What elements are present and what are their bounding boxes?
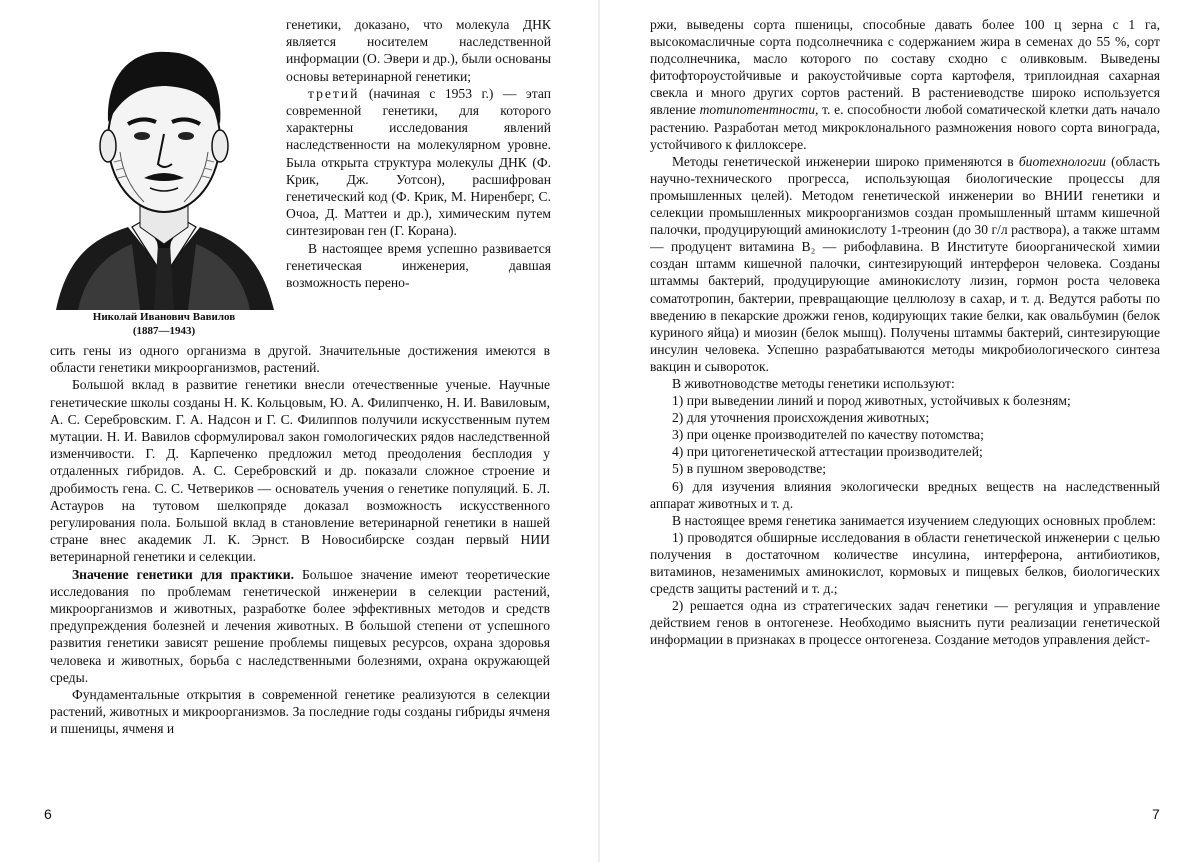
page-number: 6 bbox=[44, 806, 52, 822]
term-totipotency: тотипотентности, bbox=[699, 102, 819, 118]
portrait-drawing bbox=[48, 22, 280, 312]
list-item: 3) при оценке производителей по качеству потомства; bbox=[672, 427, 984, 443]
paragraph: 2) решается одна из стратегических задач генетики — регуляция и управление действием генов в онтогенезе. Необходимо выяснить пути реализации генетической информации в признаках в процессе онтогенеза. Создание методов управления дейст- bbox=[650, 598, 1160, 648]
portrait-illustration bbox=[48, 22, 280, 342]
portrait-caption bbox=[48, 310, 280, 338]
term-biotechnology: биотехнологии bbox=[1018, 153, 1106, 169]
paragraph: генетики, доказано, что молекула ДНК является носителем наследственной информации (О. Эвери и др.), были основаны основы ветеринарной генетики; bbox=[286, 17, 552, 84]
paragraph: В животноводстве методы генетики используют: bbox=[672, 375, 955, 391]
caption-years: (1887—1943) bbox=[132, 325, 196, 337]
list-item: 6) для изучения влияния экологически вредных веществ на наследственный аппарат животных и т. д. bbox=[650, 478, 1160, 511]
paragraph: Фундаментальные открытия в современной генетике реализуются в селекции растений, животных и микроорганизмов. За последние годы созданы гибриды ячменя и пшеницы, ячменя и bbox=[50, 687, 550, 737]
right-page bbox=[600, 0, 1200, 862]
paragraph: В настоящее время успешно развивается генетическая инженерия, давшая возможность перено- bbox=[286, 240, 551, 291]
paragraph-text: ржи, выведены сорта пшеницы, способные давать более 100 ц зерна с 1 га, высокомасличные сорта подсолнечника с содержанием жира в семенах до 55 %, сорт подсолнечника, масло которого по составу сходно с оливковым. Выведены фитофтороустойчивые и ракоустойчивые сорта картофеля, триплоидная сахарная свекла и много других сортов растений. В растениеводстве широко используется явление bbox=[650, 17, 1160, 118]
list-item: 4) при цитогенетической аттестации производителей; bbox=[672, 444, 983, 460]
paragraph: 1) проводятся обширные исследования в области генетической инженерии с целью получения в достаточном количестве инсулина, интерферона, антибиотиков, витаминов, незаменимых аминокислот, кормовых и пищевых белков, биологических средств защиты растений и т. д.; bbox=[650, 529, 1160, 597]
paragraph bbox=[650, 16, 1160, 153]
paragraph: Большой вклад в развитие генетики внесли отечественные ученые. Научные генетические школы созданы Н. К. Кольцовым, Ю. А. Филипченко, Н. И. Вавиловым, А. С. Серебровским. Г. А. Надсон и Г. С. Филиппов получили искусственным путем мутации. Н. И. Вавилов сформулировал закон гомологических рядов наследственной изменчивости. Г. Д. Карпеченко предложил метод преодоления бесплодия у отдаленных гибридов. А. С. Серебровский и др. показали сложное строение и дробимость гена. С. С. Четвериков — основатель учения о генетике популяций. Б. Л. Астауров на тутовом шелкопряде доказал возможность искусственного регулирования пола. Большой вклад в становление ветеринарной генетики в нашей стране внес академик Л. К. Эрнст. В Новосибирске создан первый НИИ ветеринарной генетики и селекции. bbox=[50, 377, 550, 565]
paragraph-text: т. е. способности любой соматической клетки дать начало растению. Разработан метод микроклонального размножения нового сорта винограда, устойчивого к филлоксере. bbox=[650, 102, 1161, 152]
section-heading: Значение генетики для практики. bbox=[72, 566, 294, 582]
paragraph-text: (начиная с 1953 г.) — этап современной генетики, для которого характерны исследования явлений наследственности на молекулярном уровне. Была открыта структура молекулы ДНК (Ф. Крик, Дж. Уотсон), расшифрован генетический код (Ф. Крик, М. Ниренберг, С. Очоа, Д. Маттеи и др.), химическим путем синтезирован ген (Г. Корана). bbox=[286, 85, 551, 239]
paragraph bbox=[650, 153, 1160, 375]
left-top-column bbox=[286, 16, 551, 291]
left-main-column bbox=[50, 342, 550, 738]
list-item: 5) в пушном звероводстве; bbox=[672, 461, 826, 477]
list-item: 2) для уточнения происхождения животных; bbox=[672, 410, 930, 426]
paragraph-text: (область научно-технического прогресса, использующая биологические процессы для промышленных целей). Методом генетической инженерии во ВНИИ генетики и селекции промышленных микроорганизмов создан промышленный штамм кишечной палочки, продуцирующий аминокислоту 1-треонин (до 30 г/л раствора), а также штамм — продуцент витамина В₂ — рибофлавина. В Институте биоорганической химии создан штамм кишечной палочки, синтезирующий интерферон человека. Созданы штаммы бактерий, продуцирующие аминокислоту лизин, гормон роста человека соматотропин, бактерии, превращающие целлюлозу в сахар, и т. д. Ведутся работы по введению в пекарские дрожжи генов, кодирующих такие белки, как овальбумин (белок куриного яйца) и миозин (белок мышц). Получены штаммы бактерий, синтезирующие инсулин человека. Успешно разрабатываются методы микробиологического синтеза вакцин и сывороток. bbox=[650, 153, 1160, 374]
paragraph bbox=[286, 85, 551, 240]
caption-name: Николай Иванович Вавилов bbox=[92, 311, 236, 323]
right-column bbox=[650, 16, 1160, 648]
paragraph-text: Большое значение имеют теоретические исследования по проблемам генетической инженерии в селекции растений, микроорганизмов и животных, разработке более эффективных методов и средств предупреждения болезней и лечения животных. В большой степени от успешного развития генетики зависят решение проблемы пищевых ресурсов, охрана здоровья человека и животных, борьба с наследственными болезнями, охрана окружающей среды. bbox=[50, 566, 551, 685]
paragraph: В настоящее время генетика занимается изучением следующих основных проблем: bbox=[672, 512, 1156, 528]
paragraph: сить гены из одного организма в другой. Значительные достижения имеются в области генетики микроорганизмов, растений. bbox=[50, 343, 550, 376]
page-number: 7 bbox=[1152, 806, 1160, 822]
paragraph-text: Методы генетической инженерии широко применяются в bbox=[672, 153, 1014, 169]
list-item: 1) при выведении линий и пород животных, устойчивых к болезням; bbox=[672, 393, 1071, 409]
paragraph bbox=[50, 566, 550, 686]
third-stage-label: третий bbox=[308, 85, 360, 101]
